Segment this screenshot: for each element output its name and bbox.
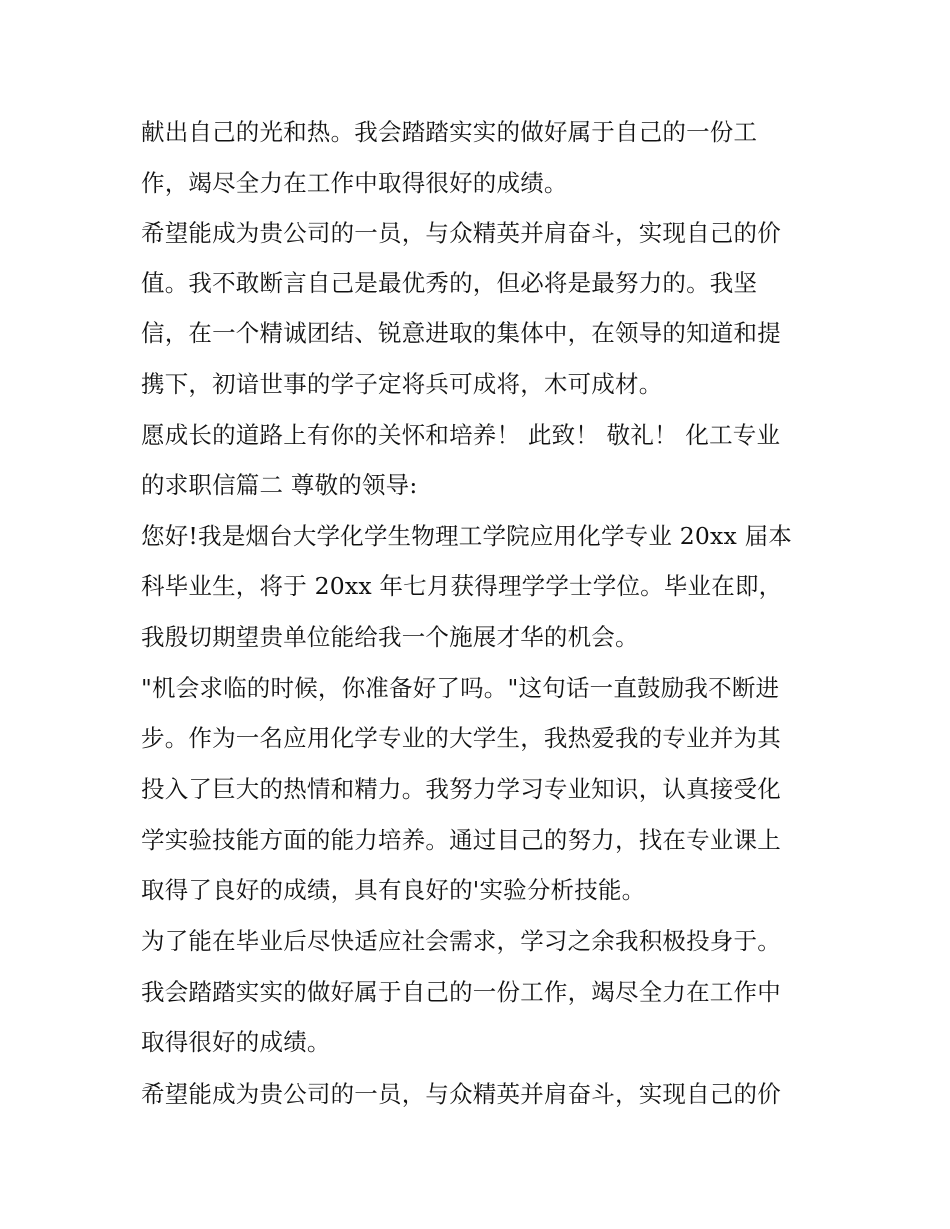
text-line: 我会踏踏实实的做好属于自己的一份工作，竭尽全力在工作中 bbox=[141, 978, 781, 1006]
text-line: 的求职信篇二 尊敬的领导: bbox=[141, 471, 418, 499]
text-line: 携下，初谙世事的学子定将兵可成将，木可成材。 bbox=[141, 370, 663, 398]
text-line: "机会求临的时候，你准备好了吗。"这句话一直鼓励我不断进 bbox=[141, 674, 780, 702]
text-line: 取得很好的成绩。 bbox=[141, 1028, 331, 1056]
text-line: 学实验技能方面的能力培养。通过目己的努力，找在专业课上 bbox=[141, 826, 781, 854]
text-line: 值。我不敢断言自己是最优秀的，但必将是最努力的。我坚 bbox=[141, 269, 758, 297]
text-line: 献出自己的光和热。我会踏踏实实的做好属于自己的一份工 bbox=[141, 118, 758, 146]
text-line: 希望能成为贵公司的一员，与众精英并肩奋斗，实现自己的价 bbox=[141, 1080, 781, 1108]
text-line: 作，竭尽全力在工作中取得很好的成绩。 bbox=[141, 169, 568, 197]
text-line: 信，在一个精诚团结、锐意进取的集体中，在领导的知道和提 bbox=[141, 319, 781, 347]
text-line: 投入了巨大的热情和精力。我努力学习专业知识，认真接受化 bbox=[141, 775, 781, 803]
text-line: 科毕业生，将于 20xx 年七月获得理学学士学位。毕业在即， bbox=[141, 572, 783, 600]
text-line: 步。作为一名应用化学专业的大学生，我热爱我的专业并为其 bbox=[141, 724, 781, 752]
text-line: 为了能在毕业后尽快适应社会需求，学习之余我积极投身于。 bbox=[141, 927, 781, 955]
text-line: 您好!我是烟台大学化学生物理工学院应用化学专业 20xx 届本 bbox=[141, 522, 792, 550]
text-line: 取得了良好的成绩，具有良好的'实验分析技能。 bbox=[141, 876, 646, 904]
text-line: 我殷切期望贵单位能给我一个施展才华的机会。 bbox=[141, 623, 639, 651]
text-line: 希望能成为贵公司的一员，与众精英并肩奋斗，实现自己的价 bbox=[141, 219, 781, 247]
text-line: 愿成长的道路上有你的关怀和培养！ 此致！ 敬礼！ 化工专业 bbox=[141, 421, 781, 449]
